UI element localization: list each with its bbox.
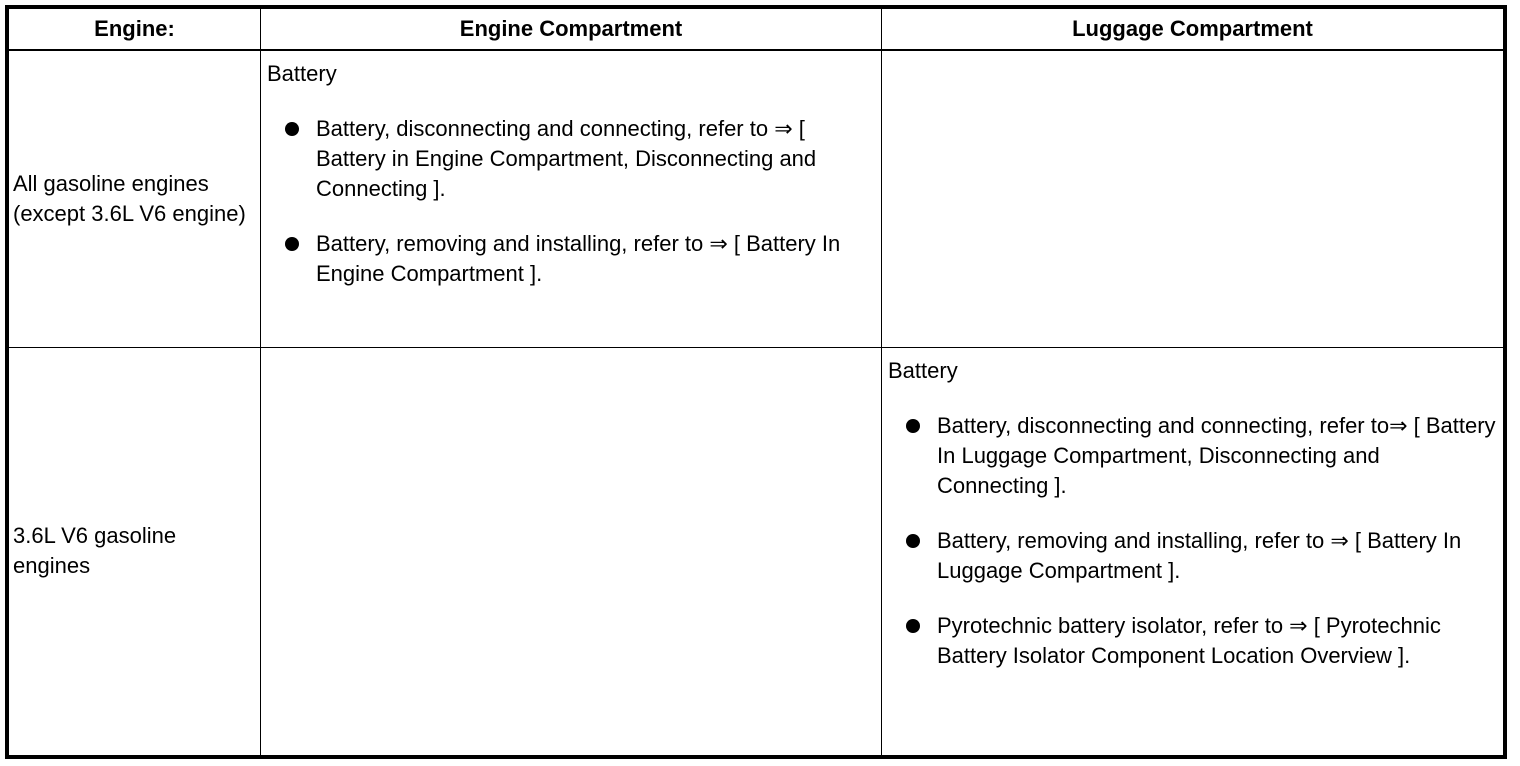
table-row: [9, 50, 1504, 347]
engine-type-cell: All gasoline engines (except 3.6L V6 engine): [9, 50, 261, 347]
procedure-list: [267, 114, 875, 289]
table-row: [9, 347, 1504, 756]
list-item[interactable]: [888, 611, 1497, 671]
list-item[interactable]: [888, 526, 1497, 586]
procedure-link-text: Battery, disconnecting and connecting, refer to ⇒ [ Battery in Engine Compartment, Disconnecting and Connecting ].: [316, 116, 817, 201]
procedure-link-text: Battery, removing and installing, refer to ⇒ [ Battery In Luggage Compartment ].: [937, 527, 1462, 583]
procedure-link-text: Pyrotechnic battery isolator, refer to ⇒ [ Pyrotechnic Battery Isolator Component Location Overview ].: [937, 612, 1441, 668]
header-engine: Engine:: [9, 9, 261, 51]
luggage-compartment-cell: [882, 50, 1504, 347]
bullet-icon: [285, 122, 299, 136]
engine-compartment-cell: [261, 50, 882, 347]
procedure-list: [888, 411, 1497, 671]
bullet-icon: [906, 619, 920, 633]
list-item[interactable]: [888, 411, 1497, 501]
header-engine-compartment: Engine Compartment: [261, 9, 882, 51]
section-title: Battery: [267, 61, 337, 86]
bullet-icon: [906, 419, 920, 433]
list-item[interactable]: [267, 229, 875, 289]
bullet-icon: [285, 237, 299, 251]
bullet-icon: [906, 534, 920, 548]
battery-location-table: [5, 5, 1507, 759]
procedure-link-text: Battery, disconnecting and connecting, refer to⇒ [ Battery In Luggage Compartment, Disconnecting and Connecting ].: [937, 412, 1496, 498]
luggage-compartment-cell: [882, 347, 1504, 756]
header-luggage-compartment: Luggage Compartment: [882, 9, 1504, 51]
engine-compartment-cell: [261, 347, 882, 756]
engine-type-cell: 3.6L V6 gasoline engines: [9, 347, 261, 756]
procedure-link-text: Battery, removing and installing, refer to ⇒ [ Battery In Engine Compartment ].: [316, 231, 841, 286]
list-item[interactable]: [267, 114, 875, 204]
section-title: Battery: [888, 357, 958, 383]
